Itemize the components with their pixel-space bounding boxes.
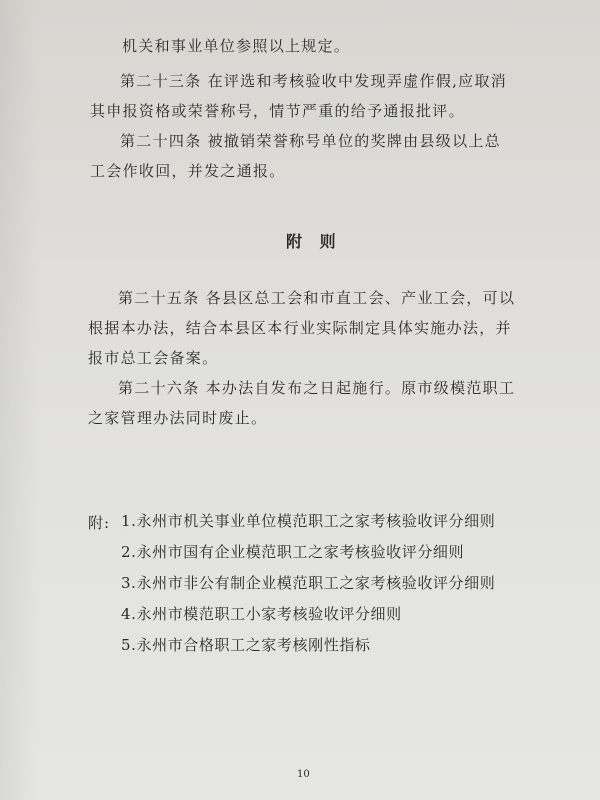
attachment-item: 3.永州市非公有制企业模范职工之家考核验收评分细则 — [121, 574, 496, 592]
article-25-line-1: 第二十五条 各县区总工会和市直工会、产业工会，可以 — [118, 289, 516, 307]
article-25-line-3: 报市总工会备案。 — [88, 349, 219, 367]
section-heading: 附 则 — [286, 232, 342, 251]
article-25-line-2: 根据本办法，结合本县区本行业实际制定具体实施办法，并 — [88, 319, 512, 337]
attachment-item: 5.永州市合格职工之家考核刚性指标 — [121, 636, 371, 654]
page-number: 10 — [297, 769, 310, 780]
paragraph-line: 机关和事业单位参照以上规定。 — [122, 37, 351, 55]
attachment-item: 1.永州市机关事业单位模范职工之家考核验收评分细则 — [121, 512, 496, 530]
attachment-item: 2.永州市国有企业模范职工之家考核验收评分细则 — [121, 543, 465, 561]
article-26-line-1: 第二十六条 本办法自发布之日起施行。原市级模范职工 — [118, 379, 516, 397]
attachments-label: 附: — [88, 514, 111, 532]
article-23-line-1: 第二十三条 在评选和考核验收中发现弄虚作假,应取消 — [120, 72, 508, 90]
article-24-line-2: 工会作收回，并发之通报。 — [90, 162, 286, 180]
attachment-item: 4.永州市模范职工小家考核验收评分细则 — [121, 605, 402, 623]
article-26-line-2: 之家管理办法同时废止。 — [88, 409, 268, 427]
article-23-line-2: 其申报资格或荣誉称号，情节严重的给予通报批评。 — [90, 102, 465, 120]
article-24-line-1: 第二十四条 被撤销荣誉称号单位的奖牌由县级以上总 — [120, 132, 501, 150]
